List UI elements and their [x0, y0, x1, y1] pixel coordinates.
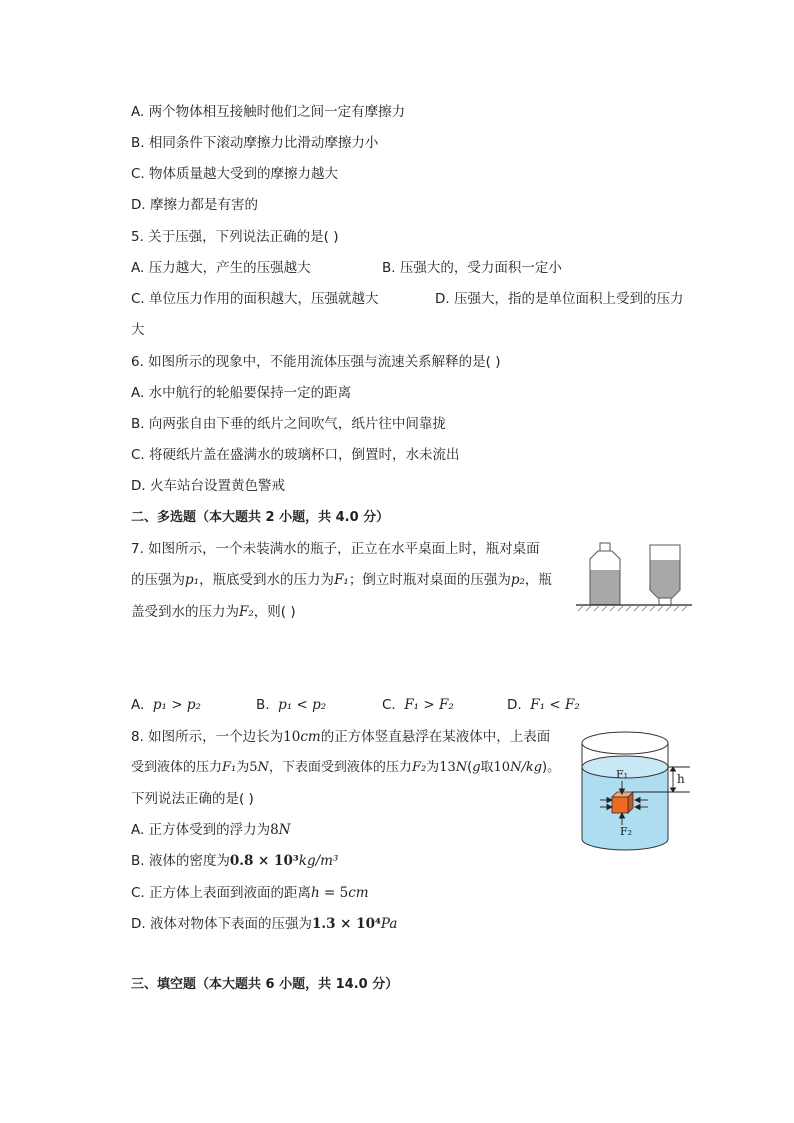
q6-stem: 6. 如图所示的现象中，不能用流体压强与流速关系解释的是( )	[131, 354, 501, 370]
label-f2: F₂	[620, 825, 633, 838]
q7-option-d: D. F₁ < F₂	[507, 697, 580, 713]
q4-option-d: D. 摩擦力都是有害的	[131, 197, 258, 213]
q6-option-c: C. 将硬纸片盖在盛满水的玻璃杯口，倒置时，水未流出	[131, 447, 460, 463]
var-F2: F₂	[239, 604, 254, 620]
q7-option-b: B. p₁ < p₂	[256, 697, 327, 713]
q4-option-c: C. 物体质量越大受到的摩擦力越大	[131, 166, 339, 182]
q5-option-c: C. 单位压力作用的面积越大，压强就越大	[131, 291, 379, 307]
q7-option-c: C. F₁ > F₂	[382, 697, 454, 713]
q5-option-a: A. 压力越大，产生的压强越大	[131, 260, 311, 276]
q8-option-a: A. 正方体受到的浮力为8N	[131, 822, 291, 838]
q7-stem-line-1: 7. 如图所示，一个未装满水的瓶子，正立在水平桌面上时，瓶对桌面	[131, 541, 540, 557]
q5-option-d: D. 压强大，指的是单位面积上受到的压力	[435, 291, 684, 307]
q5-option-b: B. 压强大的，受力面积一定小	[382, 260, 562, 276]
q8-stem-line-3: 下列说法正确的是( )	[131, 791, 254, 807]
inverted-bottle	[650, 545, 680, 605]
q6-option-d: D. 火车站台设置黄色警戒	[131, 478, 285, 494]
q6-option-a: A. 水中航行的轮船要保持一定的距离	[131, 385, 352, 401]
table-hatching	[578, 605, 688, 611]
q6-option-b: B. 向两张自由下垂的纸片之间吹气，纸片往中间靠拢	[131, 416, 446, 432]
q4-option-b: B. 相同条件下滚动摩擦力比滑动摩擦力小	[131, 135, 379, 151]
var-F1: F₁	[334, 572, 349, 588]
figure-q7-bottles	[574, 540, 694, 615]
var-p2: p₂	[510, 572, 525, 588]
q4-option-a: A. 两个物体相互接触时他们之间一定有摩擦力	[131, 104, 406, 120]
label-h: h	[677, 772, 685, 786]
q5-option-d-continuation: 大	[131, 322, 145, 338]
q5-stem: 5. 关于压强，下列说法正确的是( )	[131, 229, 339, 245]
q8-option-b: B. 液体的密度为0.8 × 10³kg/m³	[131, 853, 339, 869]
q8-option-d: D. 液体对物体下表面的压强为1.3 × 10⁴Pa	[131, 916, 398, 932]
q8-stem-line-2: 受到液体的压力F₁为5N，下表面受到液体的压力F₂为13N(g取10N/kg)。	[131, 760, 561, 775]
var-p1: p₁	[185, 572, 200, 588]
q7-stem-line-3: 盖受到水的压力为F₂，则( )	[131, 604, 296, 620]
figure-q8-container	[576, 727, 694, 861]
section-3-heading: 三、填空题（本大题共 6 小题，共 14.0 分）	[131, 977, 399, 992]
q7-stem-line-2: 的压强为p₁，瓶底受到水的压力为F₁；倒立时瓶对桌面的压强为p₂，瓶	[131, 572, 552, 588]
q8-stem-line-1: 8. 如图所示，一个边长为10cm的正方体竖直悬浮在某液体中，上表面	[131, 729, 551, 745]
q7-option-a: A. p₁ > p₂	[131, 697, 201, 713]
container-rim	[582, 732, 668, 754]
label-f1: F₁	[616, 768, 629, 781]
cube	[612, 792, 633, 813]
q8-option-c: C. 正方体上表面到液面的距离h = 5cm	[131, 885, 369, 901]
upright-bottle	[590, 543, 620, 604]
section-2-heading: 二、多选题（本大题共 2 小题，共 4.0 分）	[131, 510, 390, 525]
